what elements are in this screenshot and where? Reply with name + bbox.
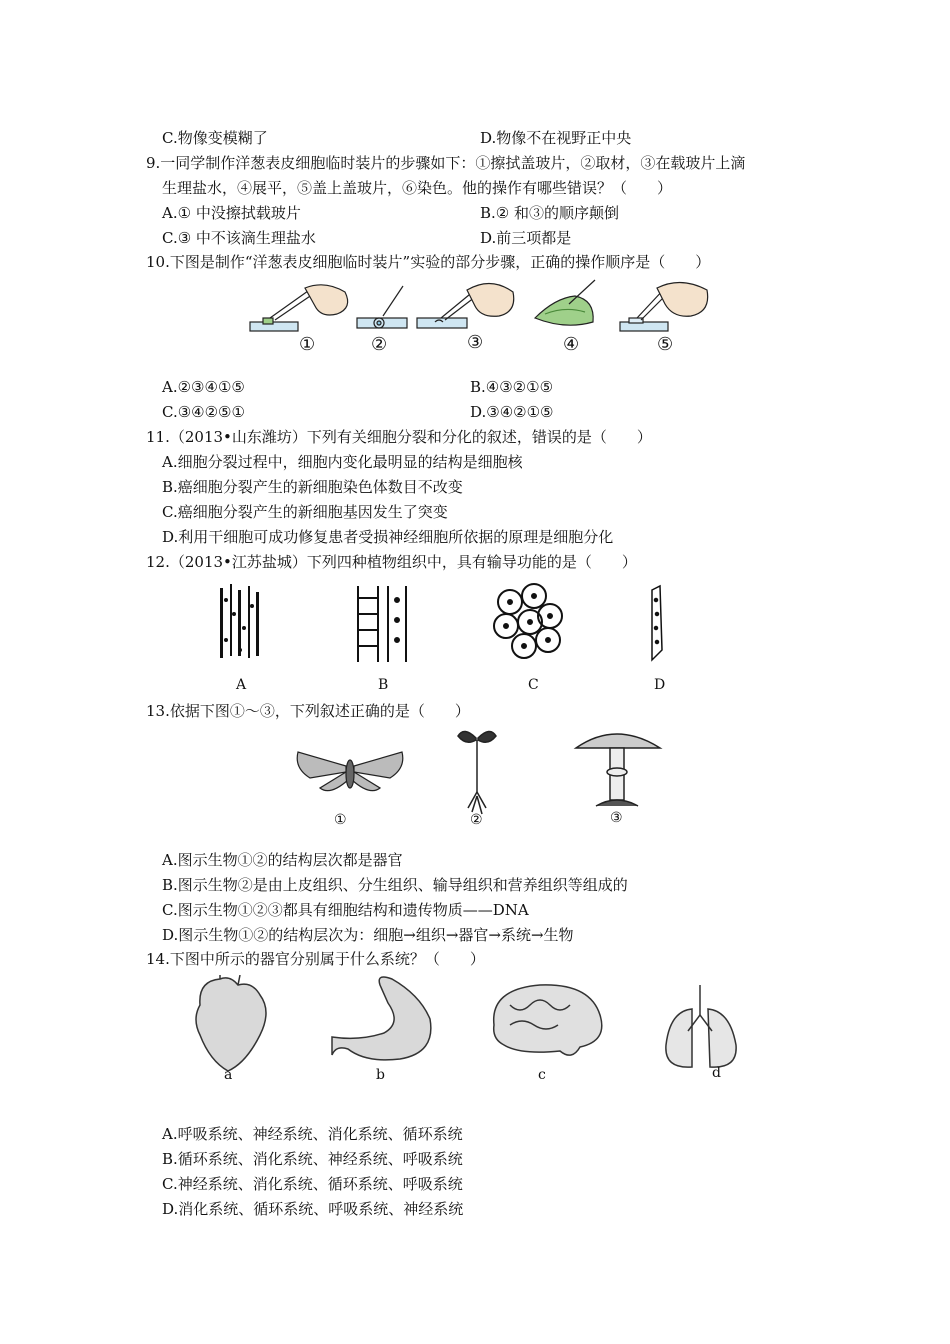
- q10-stem: 10.下图是制作“洋葱表皮细胞临时装片”实验的部分步骤，正确的操作顺序是（ ）: [146, 253, 711, 271]
- q10-label-3: ③: [467, 332, 484, 353]
- q12-label-c: C: [528, 677, 539, 693]
- q12-label-b: B: [378, 677, 389, 693]
- q13-label-2: ②: [470, 812, 483, 828]
- q9-stem-line2: 生理盐水，④展平，⑤盖上盖玻片，⑥染色。他的操作有哪些错误？（ ）: [162, 179, 673, 197]
- q11-option-d: D.利用干细胞可成功修复患者受损神经细胞所依据的原理是细胞分化: [162, 528, 614, 546]
- q10-step3-illustration: [417, 283, 514, 328]
- q14-stomach-illustration: [332, 977, 431, 1060]
- q10-step2-illustration: [357, 286, 407, 328]
- q9-option-a: A.① 中没擦拭载玻片: [162, 204, 301, 222]
- q8-option-c: C.物像变模糊了: [162, 129, 268, 147]
- q13-figure-organisms: [280, 722, 680, 832]
- q13-label-1: ①: [334, 812, 347, 828]
- q13-stem: 13.依据下图①～③，下列叙述正确的是（ ）: [146, 702, 470, 720]
- q10-figure-steps: [245, 278, 715, 358]
- q9-option-c: C.③ 中不该滴生理盐水: [162, 229, 316, 247]
- q14-figure-organs: [180, 975, 775, 1085]
- q14-option-a: A.呼吸系统、神经系统、消化系统、循环系统: [162, 1125, 463, 1143]
- q10-option-d: D.③④②①⑤: [470, 403, 554, 421]
- q13-option-c: C.图示生物①②③都具有细胞结构和遗传物质——DNA: [162, 901, 529, 919]
- q10-label-5: ⑤: [657, 334, 674, 355]
- q8-option-d: D.物像不在视野正中央: [480, 129, 632, 147]
- q10-option-c: C.③④②⑤①: [162, 403, 245, 421]
- q10-label-4: ④: [563, 334, 580, 355]
- q14-label-b: b: [376, 1067, 385, 1083]
- q14-option-d: D.消化系统、循环系统、呼吸系统、神经系统: [162, 1200, 464, 1218]
- q14-option-c: C.神经系统、消化系统、循环系统、呼吸系统: [162, 1175, 463, 1193]
- q14-brain-illustration: [494, 985, 602, 1055]
- q13-seedling-illustration: [458, 731, 496, 814]
- q12-tissue-c-illustration: [494, 584, 562, 658]
- q13-label-3: ③: [610, 810, 623, 826]
- q14-label-a: a: [224, 1067, 233, 1083]
- q14-label-c: c: [538, 1067, 546, 1083]
- q10-step5-illustration: [620, 282, 708, 331]
- q12-tissue-d-illustration: [652, 586, 662, 660]
- q11-option-c: C.癌细胞分裂产生的新细胞基因发生了突变: [162, 503, 448, 521]
- q13-mushroom-illustration: [576, 734, 660, 806]
- q9-option-b: B.② 和③的顺序颠倒: [480, 204, 620, 222]
- q14-option-b: B.循环系统、消化系统、神经系统、呼吸系统: [162, 1150, 463, 1168]
- q9-option-d: D.前三项都是: [480, 229, 572, 247]
- q11-stem: 11.（2013•山东潍坊）下列有关细胞分裂和分化的叙述，错误的是（ ）: [146, 428, 652, 446]
- q10-step1-illustration: [250, 285, 348, 331]
- q12-label-a: A: [236, 677, 247, 693]
- q9-stem-line1: 9.一同学制作洋葱表皮细胞临时装片的步骤如下：①擦拭盖玻片，②取材，③在载玻片上滴: [146, 154, 746, 172]
- q14-heart-illustration: [196, 975, 266, 1071]
- q13-moth-illustration: [297, 752, 403, 791]
- q11-option-a: A.细胞分裂过程中，细胞内变化最明显的结构是细胞核: [162, 453, 523, 471]
- q10-label-2: ②: [371, 334, 388, 355]
- q14-lungs-illustration: [666, 985, 736, 1067]
- q10-option-b: B.④③②①⑤: [470, 378, 554, 396]
- q12-label-d: D: [654, 677, 666, 693]
- q10-step4-illustration: [535, 280, 595, 325]
- q13-option-d: D.图示生物①②的结构层次为：细胞→组织→器官→系统→生物: [162, 926, 574, 944]
- q12-figure-tissues: [210, 580, 680, 670]
- q13-option-a: A.图示生物①②的结构层次都是器官: [162, 851, 403, 869]
- q14-stem: 14.下图中所示的器官分别属于什么系统？（ ）: [146, 950, 485, 968]
- q13-option-b: B.图示生物②是由上皮组织、分生组织、输导组织和营养组织等组成的: [162, 876, 628, 894]
- q10-label-1: ①: [299, 334, 316, 355]
- q11-option-b: B.癌细胞分裂产生的新细胞染色体数目不改变: [162, 478, 463, 496]
- q12-stem: 12.（2013•江苏盐城）下列四种植物组织中，具有输导功能的是（ ）: [146, 553, 637, 571]
- q12-tissue-a-illustration: [220, 584, 259, 658]
- q10-option-a: A.②③④①⑤: [162, 378, 245, 396]
- q12-tissue-b-illustration: [358, 586, 406, 662]
- q14-label-d: d: [712, 1065, 721, 1081]
